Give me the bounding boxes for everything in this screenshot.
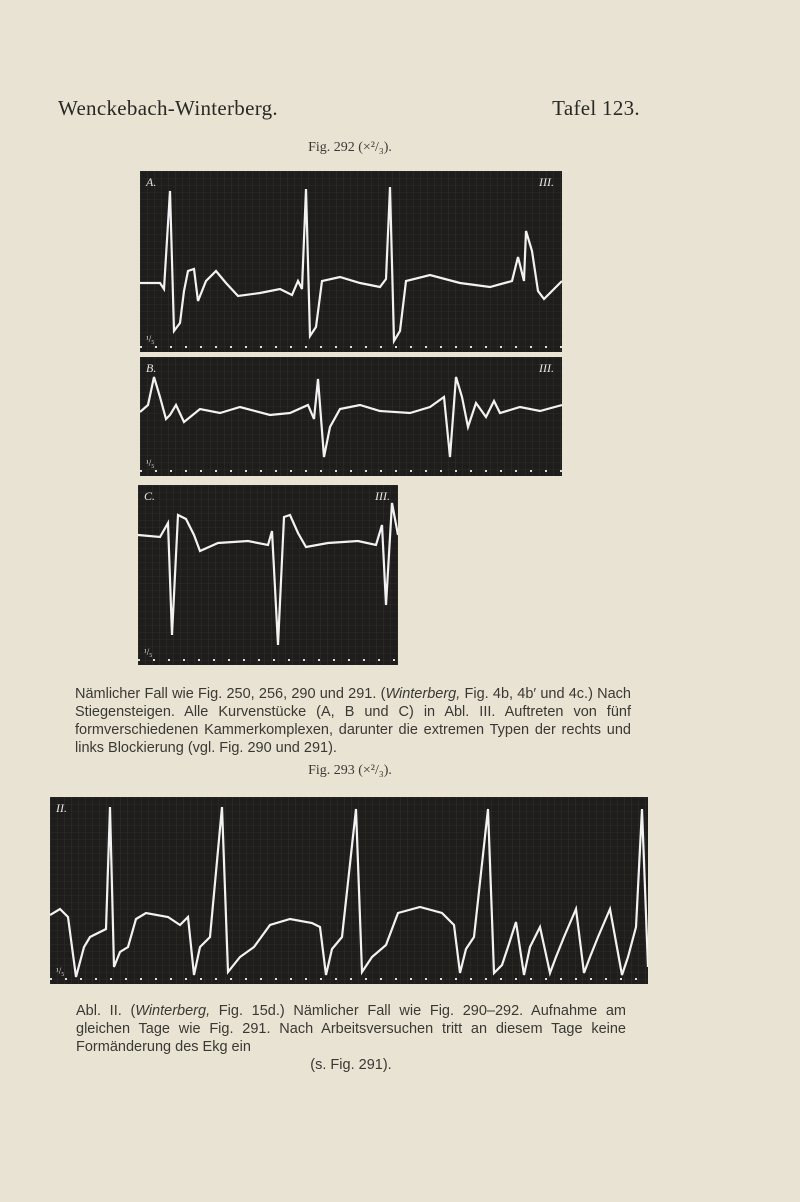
running-header-authors: Wenckebach-Winterberg. bbox=[58, 96, 278, 120]
ecg-panel-c bbox=[138, 485, 398, 665]
figure-292-caption-text bbox=[75, 685, 631, 757]
figure-293-caption bbox=[76, 1002, 626, 1074]
panel-label-b: B. bbox=[146, 361, 157, 375]
caption-293-part2: Fig. 15d.) Nämlicher Fall wie Fig. 290–292. Aufnahme am gleichen Tage wie Fig. 291. Nach Arbeitsversuchen tritt an diesem Tage keine Formänderung des Ekg ein bbox=[76, 1003, 626, 1055]
figure-293-caption-ref: (s. Fig. 291). bbox=[310, 1057, 392, 1073]
caption-293-part1: Abl. II. ( bbox=[76, 1003, 136, 1019]
ecg-trace-a bbox=[140, 171, 562, 352]
lead-label-b: III. bbox=[539, 361, 554, 375]
figure-292-title: Fig. 292 (×²/₃). bbox=[308, 140, 392, 155]
ecg-trace-293 bbox=[50, 797, 648, 984]
figure-292-caption bbox=[75, 685, 631, 757]
caption-293-italic-author: Winterberg, bbox=[135, 1003, 211, 1019]
figure-293-title: Fig. 293 (×²/₃). bbox=[308, 763, 392, 778]
time-scale-label-a: ¹/₅ bbox=[146, 334, 155, 344]
lead-label-293: II. bbox=[56, 801, 67, 815]
lead-label-a: III. bbox=[539, 175, 554, 189]
ecg-panel-b bbox=[140, 357, 562, 476]
caption-292-italic-author: Winterberg, bbox=[385, 686, 461, 702]
time-scale-label-293: ¹/₅ bbox=[56, 966, 65, 976]
lead-label-c: III. bbox=[375, 489, 390, 503]
ecg-panel-a bbox=[140, 171, 562, 352]
panel-label-a: A. bbox=[146, 175, 157, 189]
running-header-plate-number: Tafel 123. bbox=[552, 96, 640, 120]
caption-292-part1: Nämlicher Fall wie Fig. 250, 256, 290 und 291. ( bbox=[75, 686, 386, 702]
ecg-trace-b bbox=[140, 357, 562, 476]
ecg-panel-293 bbox=[50, 797, 648, 984]
ecg-trace-c bbox=[138, 485, 398, 665]
time-scale-label-c: ¹/₅ bbox=[144, 647, 153, 657]
time-scale-label-b: ¹/₅ bbox=[146, 458, 155, 468]
caption-292-part2: Fig. 4b, 4b′ und 4c.) Nach Stiegensteigen. Alle Kurvenstücke (A, B und C) in Abl. III. Auftreten von fünf formverschiedenen Kammerkomplexen, darunter die extremen Typen der rechts und links Blockierung (vgl. Fig. 290 und 291). bbox=[75, 686, 631, 756]
panel-label-c: C. bbox=[144, 489, 156, 503]
figure-293-caption-text bbox=[76, 1002, 626, 1056]
